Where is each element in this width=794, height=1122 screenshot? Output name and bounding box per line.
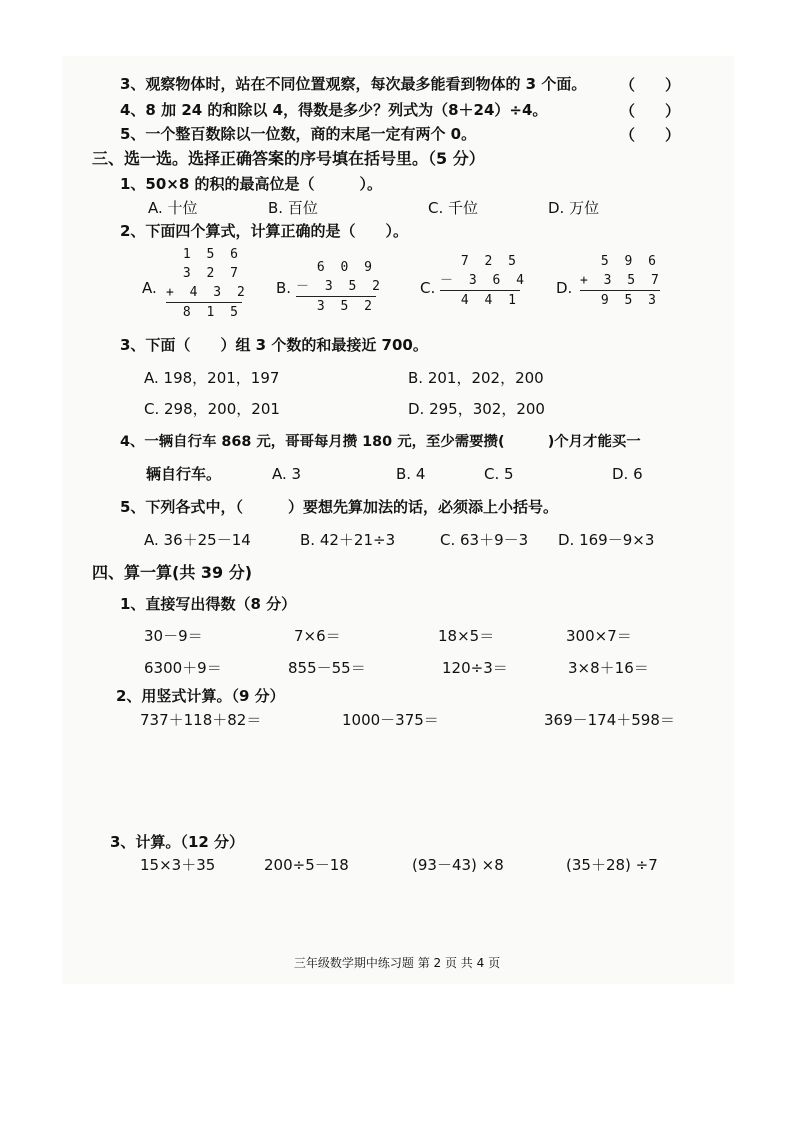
calc-a (166, 245, 249, 322)
s3-q3: 3、下面（ ）组 3 个数的和最接近 700。 (120, 336, 428, 354)
s3-q4-option-b: B. 4 (396, 465, 426, 483)
calc-b-label: B. (276, 279, 292, 297)
calc-d-label: D. (556, 279, 573, 297)
s3-q1-option-b: B. 百位 (268, 199, 318, 217)
judge-q5-paren: （ ） (620, 126, 681, 144)
s3-q3-option-d: D. 295，302，200 (408, 400, 545, 418)
mental-4: 300×7＝ (566, 627, 632, 645)
vertical-calc-3: 369－174＋598＝ (544, 711, 675, 729)
s3-q1: 1、50×8 的积的最高位是（ ）。 (120, 175, 383, 193)
mental-3: 18×5＝ (438, 627, 495, 645)
calc-b-row1: 6 0 9 (316, 260, 376, 275)
calc-c-label: C. (420, 279, 436, 297)
judge-q4: 4、8 加 24 的和除以 4，得数是多少？列式为（8＋24）÷4。 (120, 101, 548, 119)
s3-q5-option-c: C. 63＋9－3 (440, 531, 529, 549)
section4-title: 四、算一算(共 39 分) (92, 563, 253, 582)
s4-sub3-title: 3、计算。（12 分） (110, 833, 245, 851)
judge-q3: 3、观察物体时，站在不同位置观察，每次最多能看到物体的 3 个面。 (120, 75, 587, 93)
mental-2: 7×6＝ (294, 627, 341, 645)
calc-d-result: 9 5 3 (580, 290, 660, 310)
s3-q5: 5、下列各式中，（ ）要想先算加法的话，必须添上小括号。 (120, 498, 558, 516)
calc-item-1: 15×3＋35 (140, 856, 216, 874)
judge-q5: 5、一个整百数除以一位数，商的末尾一定有两个 0。 (120, 125, 477, 143)
section3-title: 三、选一选。选择正确答案的序号填在括号里。（5 分） (92, 149, 485, 168)
s3-q4-option-d: D. 6 (612, 465, 643, 483)
calc-item-2: 200÷5－18 (264, 856, 349, 874)
calc-c-row1: 7 2 5 (460, 254, 520, 269)
mental-7: 120÷3＝ (442, 659, 508, 677)
judge-q3-paren: （ ） (620, 76, 681, 94)
judge-q4-paren: （ ） (620, 102, 681, 120)
s4-sub1-title: 1、直接写出得数（8 分） (120, 595, 297, 613)
calc-c-result: 4 4 1 (440, 290, 520, 310)
mental-8: 3×8＋16＝ (568, 659, 649, 677)
s3-q4-line2: 辆自行车。 (146, 465, 222, 483)
calc-c (440, 252, 528, 310)
calc-c-row2: － 3 6 4 (440, 273, 528, 288)
vertical-calc-2: 1000－375＝ (342, 711, 439, 729)
s3-q3-option-a: A. 198，201，197 (144, 369, 280, 387)
s3-q5-option-d: D. 169－9×3 (558, 531, 655, 549)
calc-b-row2: － 3 5 2 (296, 279, 384, 294)
s3-q1-option-d: D. 万位 (548, 199, 600, 217)
s3-q4-line1: 4、一辆自行车 868 元，哥哥每月攒 180 元，至少需要攒( )个月才能买一 (120, 434, 641, 450)
calc-b (296, 258, 384, 316)
calc-a-label: A. (142, 279, 157, 297)
s3-q4-option-c: C. 5 (484, 465, 514, 483)
s3-q4-option-a: A. 3 (272, 465, 302, 483)
s3-q5-option-a: A. 36＋25－14 (144, 531, 251, 549)
mental-6: 855－55＝ (288, 659, 366, 677)
calc-a-result: 8 1 5 (166, 302, 242, 322)
calc-item-3: (93－43) ×8 (412, 856, 504, 874)
s3-q1-option-a: A. 十位 (148, 199, 198, 217)
calc-item-4: (35＋28) ÷7 (566, 856, 658, 874)
calc-d-row2: + 3 5 7 (580, 273, 663, 288)
calc-d (580, 252, 663, 310)
mental-1: 30－9＝ (144, 627, 203, 645)
calc-b-result: 3 5 2 (296, 296, 376, 316)
s3-q2: 2、下面四个算式，计算正确的是（ ）。 (120, 222, 408, 240)
mental-5: 6300＋9＝ (144, 659, 222, 677)
calc-d-row1: 5 9 6 (600, 254, 660, 269)
vertical-calc-1: 737＋118＋82＝ (140, 711, 262, 729)
calc-a-row3: + 4 3 2 (166, 285, 249, 300)
s3-q3-option-b: B. 201，202，200 (408, 369, 544, 387)
s3-q3-option-c: C. 298，200，201 (144, 400, 280, 418)
s3-q1-option-c: C. 千位 (428, 199, 479, 217)
s3-q5-option-b: B. 42＋21÷3 (300, 531, 396, 549)
calc-a-row2: 3 2 7 (182, 266, 242, 281)
s4-sub2-title: 2、用竖式计算。（9 分） (116, 687, 285, 705)
page-footer: 三年级数学期中练习题 第 2 页 共 4 页 (293, 956, 501, 970)
calc-a-row1: 1 5 6 (182, 247, 242, 262)
